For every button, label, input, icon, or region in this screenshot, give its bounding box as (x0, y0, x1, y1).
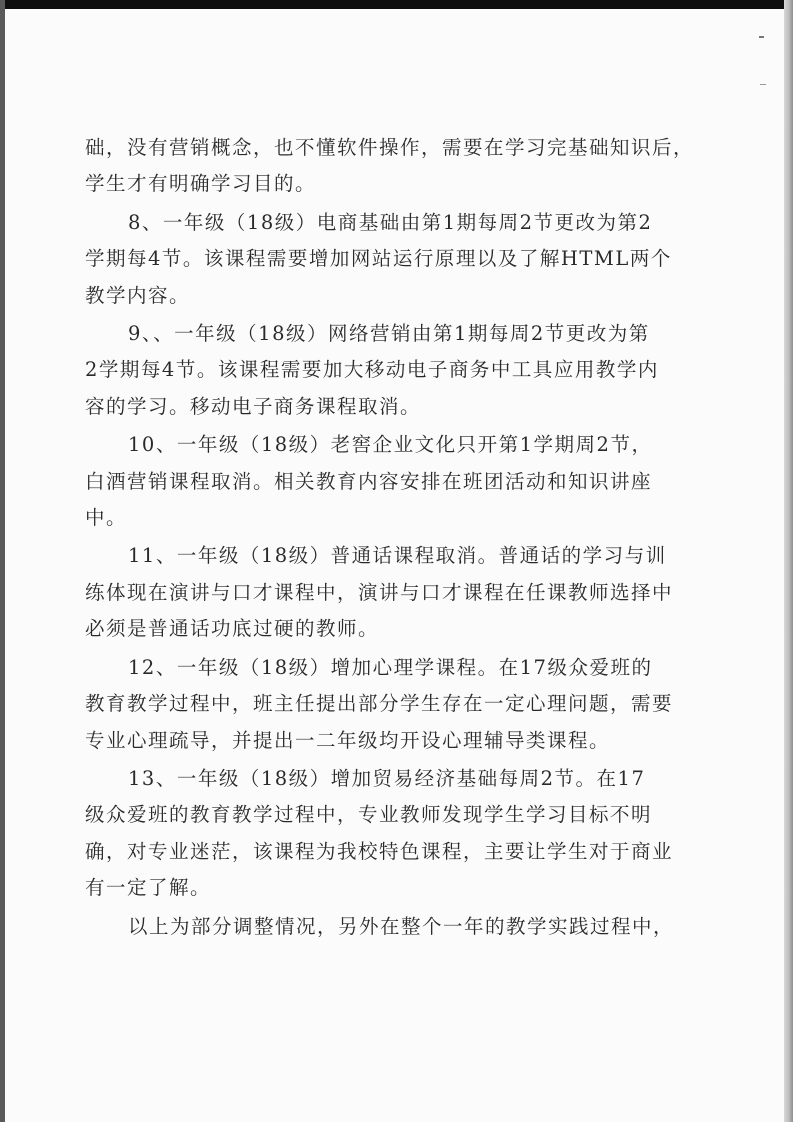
text-line: 2学期每4节。该课程需要加大移动电子商务中工具应用教学内 (85, 358, 659, 382)
paragraph (85, 130, 695, 203)
text-line: 12、一年级（18级）增加心理学课程。在17级众爱班的 (128, 655, 653, 679)
text-line: 11、一年级（18级）普通话课程取消。普通话的学习与训 (128, 544, 667, 568)
paragraph (85, 316, 685, 425)
text-line: 9、、一年级（18级）网络营销由第1期每周2节更改为第 (128, 322, 650, 346)
scan-left-edge (0, 0, 5, 1122)
paragraph (85, 205, 685, 314)
paragraph (85, 909, 685, 945)
paragraph (85, 538, 685, 647)
text-line: 学生才有明确学习目的。 (85, 172, 317, 196)
text-line: 白酒营销课程取消。相关教育内容安排在班团活动和知识讲座 (85, 469, 653, 493)
text-line: 础，没有营销概念，也不懂软件操作，需要在学习完基础知识后， (85, 136, 695, 159)
text-line: 8、一年级（18级）电商基础由第1期每周2节更改为第2 (128, 210, 653, 234)
text-line: 专业心理疏导，并提出一二年级均开设心理辅导类课程。 (85, 728, 611, 752)
text-line: 教育教学过程中，班主任提出部分学生存在一定心理问题，需要 (85, 692, 674, 716)
scan-right-edge (784, 0, 793, 1122)
text-line: 必须是普通话功底过硬的教师。 (85, 617, 380, 641)
scan-mark (760, 84, 766, 85)
text-line: 13、一年级（18级）增加贸易经济基础每周2节。在17 (128, 766, 646, 790)
paragraph (85, 427, 685, 536)
text-line: 中。 (85, 506, 128, 530)
text-line: 练体现在演讲与口才课程中，演讲与口才课程在任课教师选择中 (85, 580, 674, 604)
text-line: 确，对专业迷茫，该课程为我校特色课程，主要让学生对于商业 (85, 839, 674, 863)
text-line: 以上为部分调整情况，另外在整个一年的教学实践过程中， (128, 914, 675, 938)
paragraph (85, 761, 685, 907)
text-line: 容的学习。移动电子商务课程取消。 (85, 394, 422, 418)
text-line: 学期每4节。该课程需要增加网站运行原理以及了解HTML两个 (85, 247, 672, 271)
paragraph (85, 650, 685, 759)
scan-mark (759, 36, 764, 38)
text-line: 10、一年级（18级）老窖企业文化只开第1学期周2节， (128, 433, 653, 457)
scan-top-edge (0, 0, 793, 9)
text-line: 有一定了解。 (85, 876, 212, 900)
document-body (85, 130, 695, 947)
text-line: 教学内容。 (85, 283, 191, 307)
text-line: 级众爱班的教育教学过程中，专业教师发现学生学习目标不明 (85, 803, 653, 827)
